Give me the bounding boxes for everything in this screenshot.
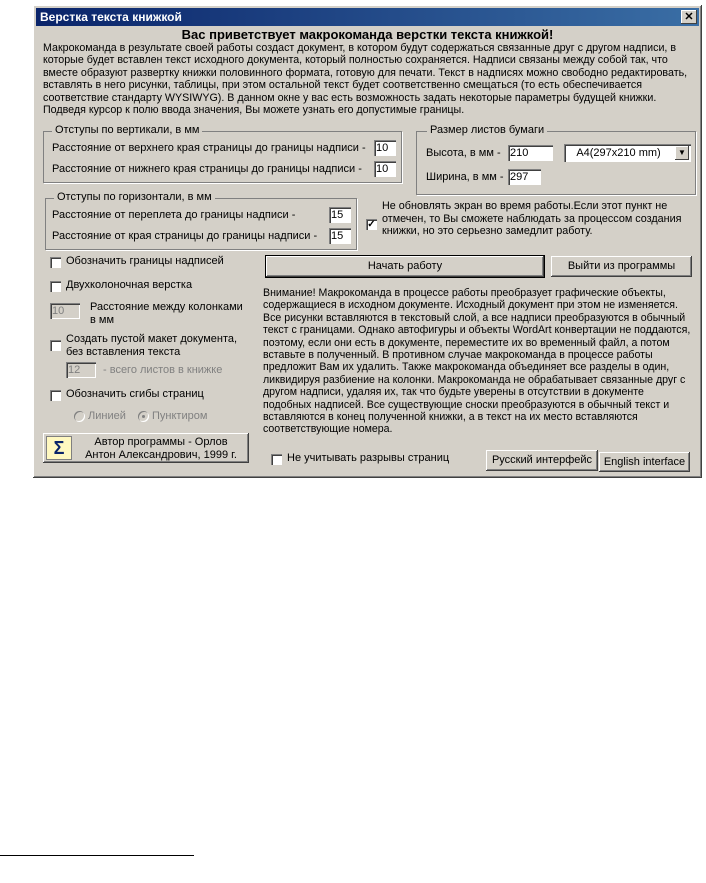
chevron-down-icon[interactable]: ▼ — [675, 146, 689, 160]
ignore-breaks-checkbox[interactable] — [271, 454, 282, 465]
english-interface-button[interactable]: English interface — [599, 452, 690, 472]
horizontal-margins-group — [45, 191, 357, 250]
footnote-separator — [0, 855, 194, 856]
edge-margin-label: Расстояние от края страницы до границы надписи - — [52, 230, 318, 242]
vertical-margins-legend: Отступы по вертикали, в мм — [52, 124, 202, 136]
exit-button[interactable]: Выйти из программы — [551, 256, 692, 277]
author-text — [75, 436, 247, 461]
title-bar — [36, 8, 699, 26]
folds-label: Обозначить сгибы страниц — [66, 388, 204, 400]
russian-interface-button[interactable]: Русский интерфейс — [486, 450, 598, 471]
line-radio-label: Линией — [88, 410, 126, 422]
empty-layout-checkbox[interactable] — [50, 340, 61, 351]
warning-text: Внимание! Макрокоманда в процессе работы преобразует графические объекты, содержащиеся в исходном документе. Исходный документ при этом не изменяется. Все рисунки вставляются в текстовый слой, а все надписи преобразуются в обычный текст с границами. Однако автофигуры и объекты WordArt конвертации не поддаются, поэтому, если они есть в документе, переместите их во временный файл, а потом вставьте в полученный. В противном случае макрокоманда в процессе работы предложит Вам их удалить. Также макрокоманда объединяет все разделы в один, ликвидируя разбиение на колонки. Макрокоманда не обрабатывает связанные друг с другом надписи, удаляя их, так что будьте уверены в отсутствии в документе подобных надписей. Все существующие сноски преобразуются в обычный текст и вставляются в конец полученной книжки, а в текст на их место вставляются соответствующие номера. — [263, 287, 691, 436]
binding-margin-input[interactable]: 15 — [329, 207, 351, 223]
horizontal-margins-legend: Отступы по горизонтали, в мм — [54, 191, 215, 203]
vertical-margins-group — [43, 124, 402, 183]
paper-size-legend: Размер листов бумаги — [427, 124, 547, 136]
ignore-breaks-label: Не учитывать разрывы страниц — [287, 452, 450, 464]
edge-margin-input[interactable]: 15 — [329, 228, 351, 244]
borders-checkbox[interactable] — [50, 257, 61, 268]
column-gap-label: Расстояние между колонками в мм — [90, 301, 243, 326]
sheets-count-input[interactable]: 12 — [66, 362, 96, 378]
author-logo-icon: Σ — [46, 436, 72, 460]
top-margin-label: Расстояние от верхнего края страницы до границы надписи - — [52, 142, 366, 154]
empty-layout-label: Создать пустой макет документа, без вставления текста — [66, 333, 238, 358]
close-button[interactable]: ✕ — [681, 10, 697, 24]
bottom-margin-input[interactable]: 10 — [374, 161, 396, 177]
paper-width-label: Ширина, в мм - — [426, 171, 504, 183]
paper-width-input[interactable]: 297 — [508, 169, 541, 185]
dotted-radio[interactable] — [138, 411, 149, 422]
intro-text: Макрокоманда в результате своей работы создаст документ, в котором будут содержаться связанные друг с другом надписи, в которые будет вставлен текст исходного документа, который полностью сохраняется. Надписи связаны между собой так, что вместе образуют развертку книжки половинного формата, готовую для печати. Текст в надписях можно свободно редактировать, вставлять в него рисунки, таблицы, при этом остальной текст будет соответственно смещаться (то есть обеспечивается соответствие стандарту WYSIWYG). В данном окне у вас есть возможность задать некоторые параметры будущей книжки. Подведя курсор к полю ввода значения, Вы можете узнать его допустимые границы. — [43, 42, 688, 117]
paper-height-input[interactable]: 210 — [508, 145, 553, 161]
author-line-2: Антон Александрович, 1999 г. — [85, 448, 237, 461]
dialog-window — [33, 5, 702, 478]
dotted-radio-label: Пунктиром — [152, 410, 208, 422]
bottom-margin-label: Расстояние от нижнего края страницы до границы надписи - — [52, 163, 362, 175]
welcome-heading: Вас приветствует макрокоманда верстки текста книжкой! — [181, 27, 554, 42]
paper-height-label: Высота, в мм - — [426, 147, 501, 159]
folds-checkbox[interactable] — [50, 390, 61, 401]
line-radio[interactable] — [74, 411, 85, 422]
paper-format-value: A4(297x210 mm) — [576, 147, 661, 159]
no-refresh-checkbox[interactable]: ✓ — [367, 219, 376, 230]
window-title: Верстка текста книжкой — [40, 10, 182, 24]
author-button[interactable] — [43, 433, 249, 463]
two-column-checkbox[interactable] — [50, 281, 61, 292]
binding-margin-label: Расстояние от переплета до границы надписи - — [52, 209, 296, 221]
paper-format-select[interactable] — [564, 144, 691, 162]
author-line-1: Автор программы - Орлов — [94, 436, 228, 448]
start-button[interactable]: Начать работу — [266, 256, 544, 277]
column-gap-input[interactable]: 10 — [50, 303, 80, 319]
borders-label: Обозначить границы надписей — [66, 255, 224, 267]
top-margin-input[interactable]: 10 — [374, 140, 396, 156]
two-column-label: Двухколоночная верстка — [66, 279, 193, 291]
sheets-count-label: - всего листов в книжке — [103, 364, 223, 376]
no-refresh-label: Не обновлять экран во время работы.Если этот пункт не отмечен, то Вы сможете наблюдать за процессом создания книжки, но это серьезно замедлит работу. — [382, 200, 682, 237]
paper-size-group — [416, 124, 696, 195]
